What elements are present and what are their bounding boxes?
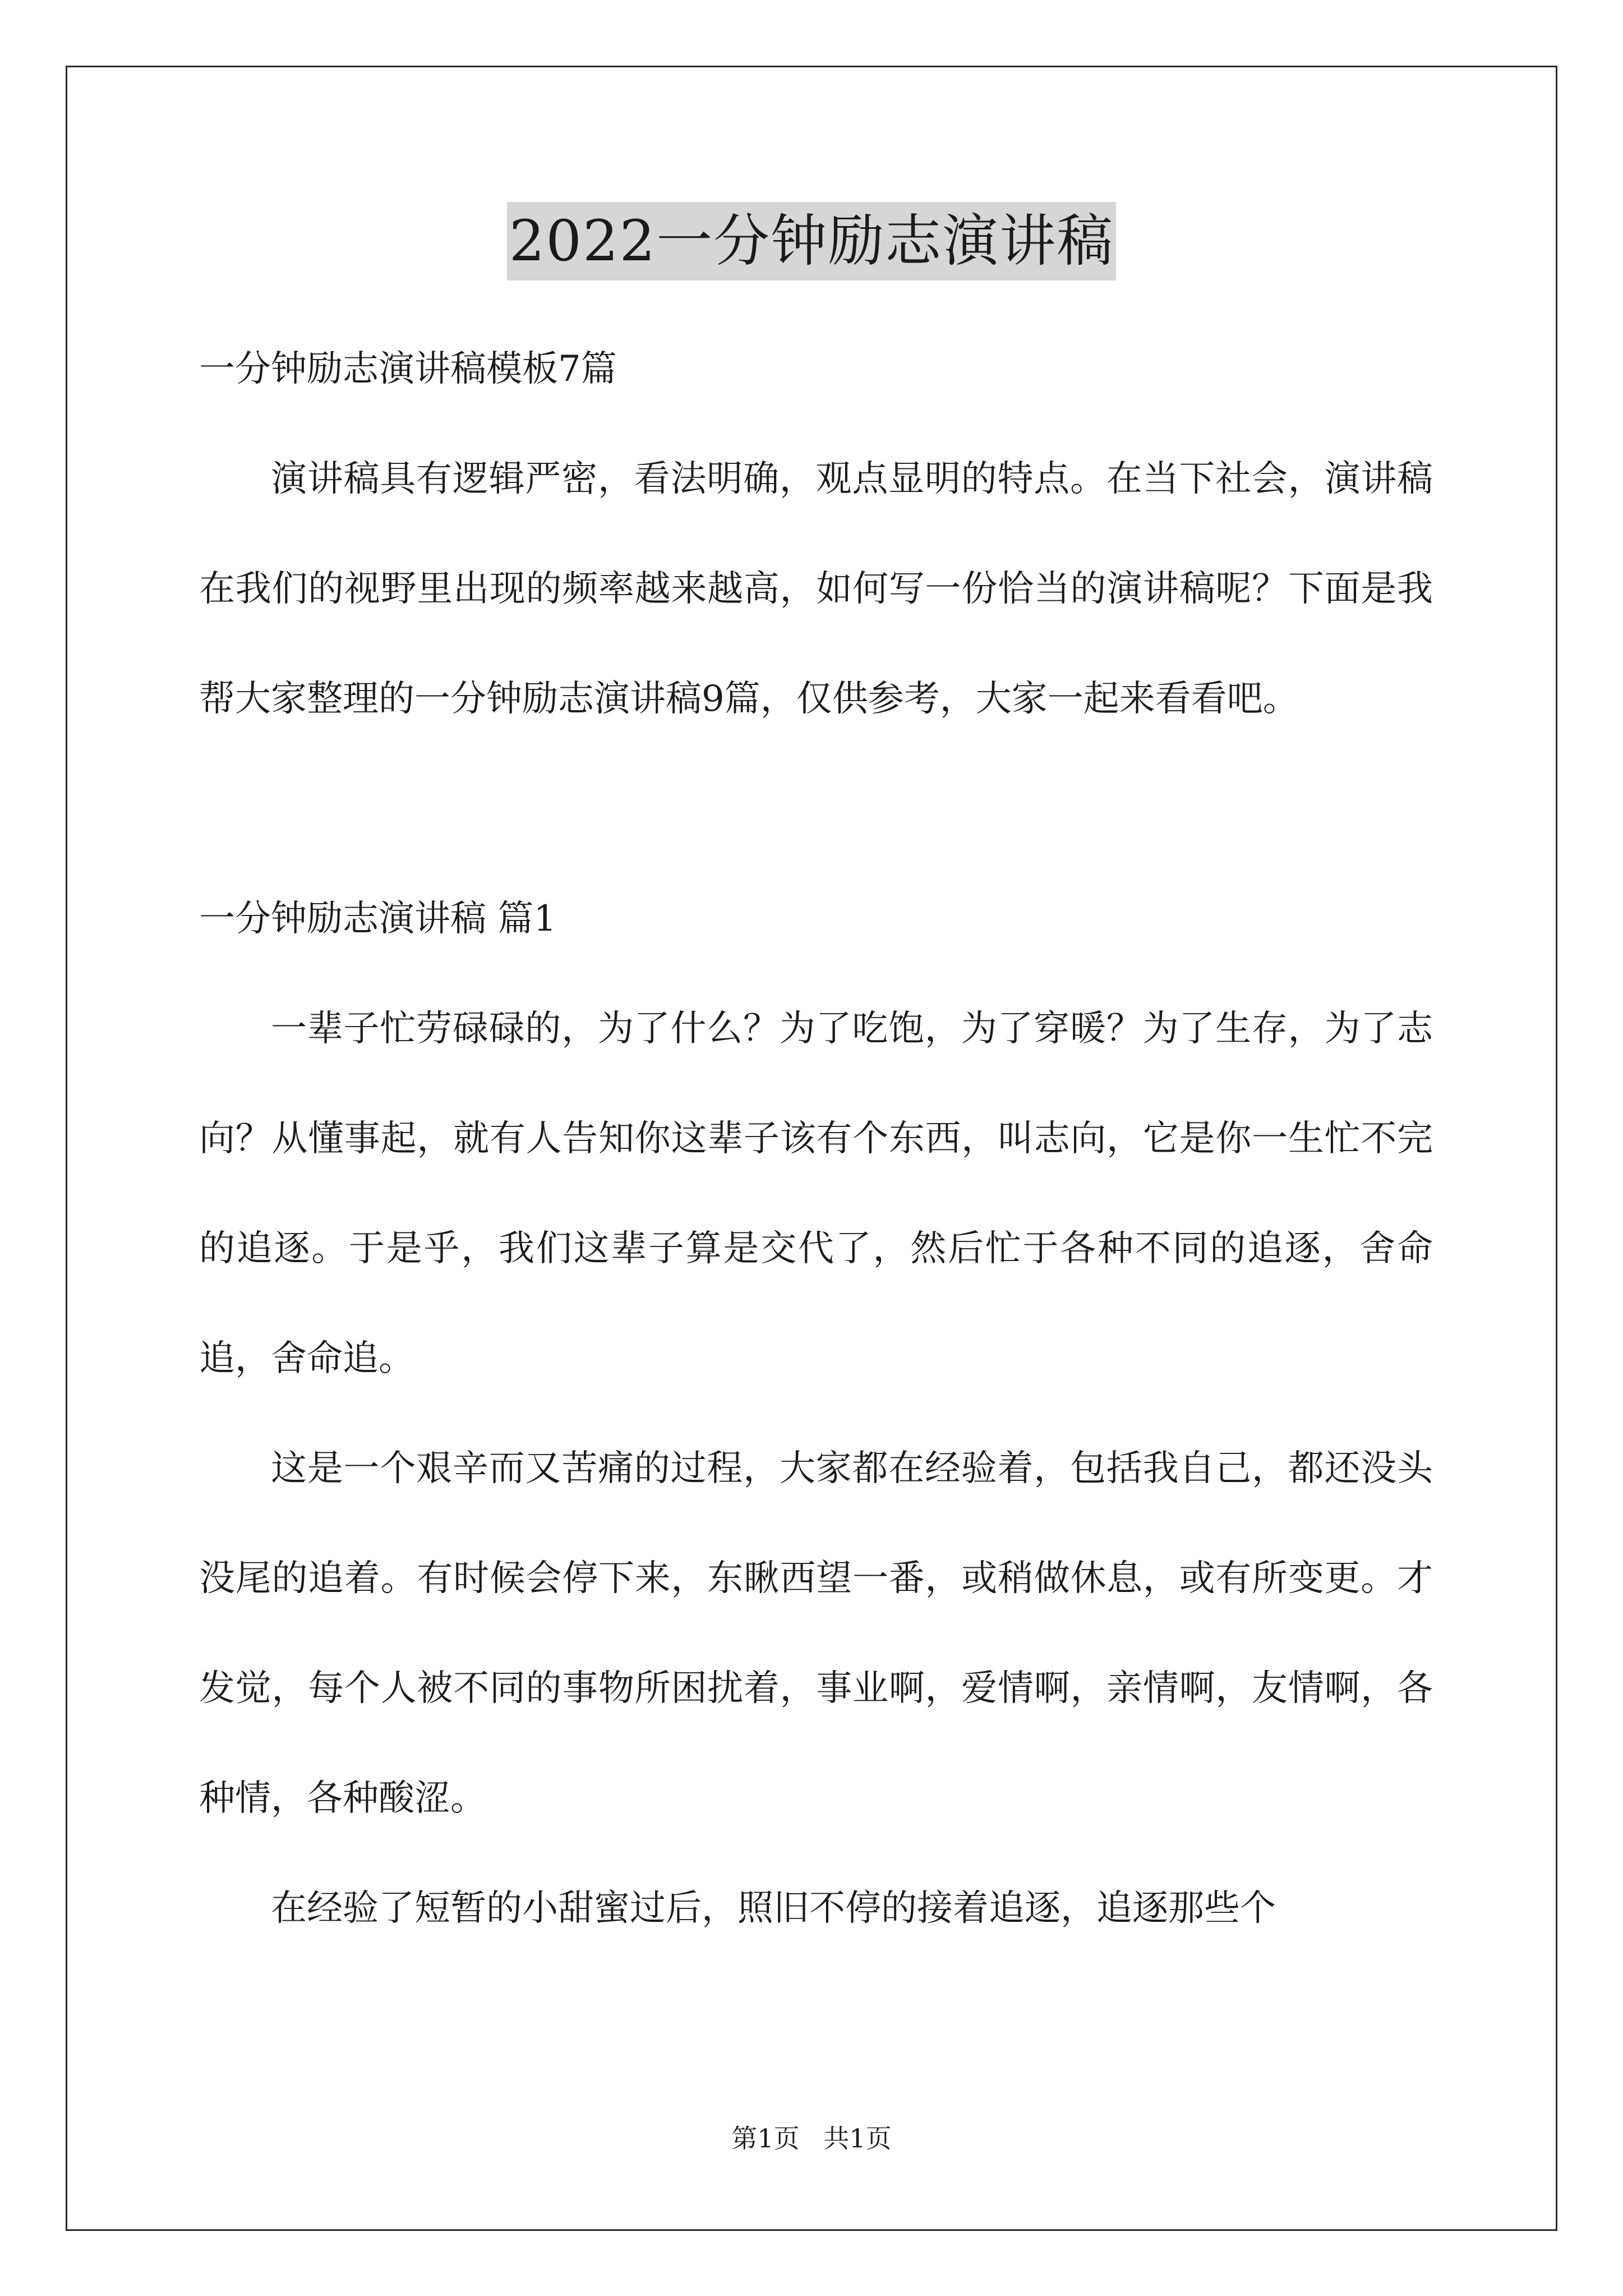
page-number: 第1页 — [731, 2123, 800, 2154]
document-body — [199, 314, 1433, 1963]
section-heading: 一分钟励志演讲稿 篇1 — [199, 898, 557, 940]
page-total: 共1页 — [823, 2123, 892, 2154]
intro-paragraph: 演讲稿具有逻辑严密，看法明确，观点显明的特点。在当下社会，演讲稿在我们的视野里出现的频率越来越高，如何写一份恰当的演讲稿呢？下面是我帮大家整理的一分钟励志演讲稿9篇，仅供参考，大家一起来看看吧。 — [199, 458, 1433, 720]
section-paragraph-2: 这是一个艰辛而又苦痛的过程，大家都在经验着，包括我自己，都还没头没尾的追着。有时候会停下来，东瞅西望一番，或稍做休息，或有所变更。才发觉，每个人被不同的事物所困扰着，事业啊，爱情啊，亲情啊，友情啊，各种情，各种酸涩。 — [199, 1448, 1433, 1819]
page-footer — [0, 2122, 1623, 2155]
section-spacer — [199, 754, 1433, 864]
title-container — [0, 202, 1623, 280]
section-paragraph-3: 在经验了短暂的小甜蜜过后，照旧不停的接着追逐，追逐那些个 — [271, 1888, 1276, 1929]
document-title: 2022一分钟励志演讲稿 — [507, 202, 1117, 280]
section-paragraph-1: 一辈子忙劳碌碌的，为了什么？为了吃饱，为了穿暖？为了生存，为了志向？从懂事起，就有人告知你这辈子该有个东西，叫志向，它是你一生忙不完的追逐。于是乎，我们这辈子算是交代了，然后忙于各种不同的追逐，舍命追，舍命追。 — [199, 1008, 1433, 1379]
document-subtitle: 一分钟励志演讲稿模板7篇 — [199, 348, 617, 390]
